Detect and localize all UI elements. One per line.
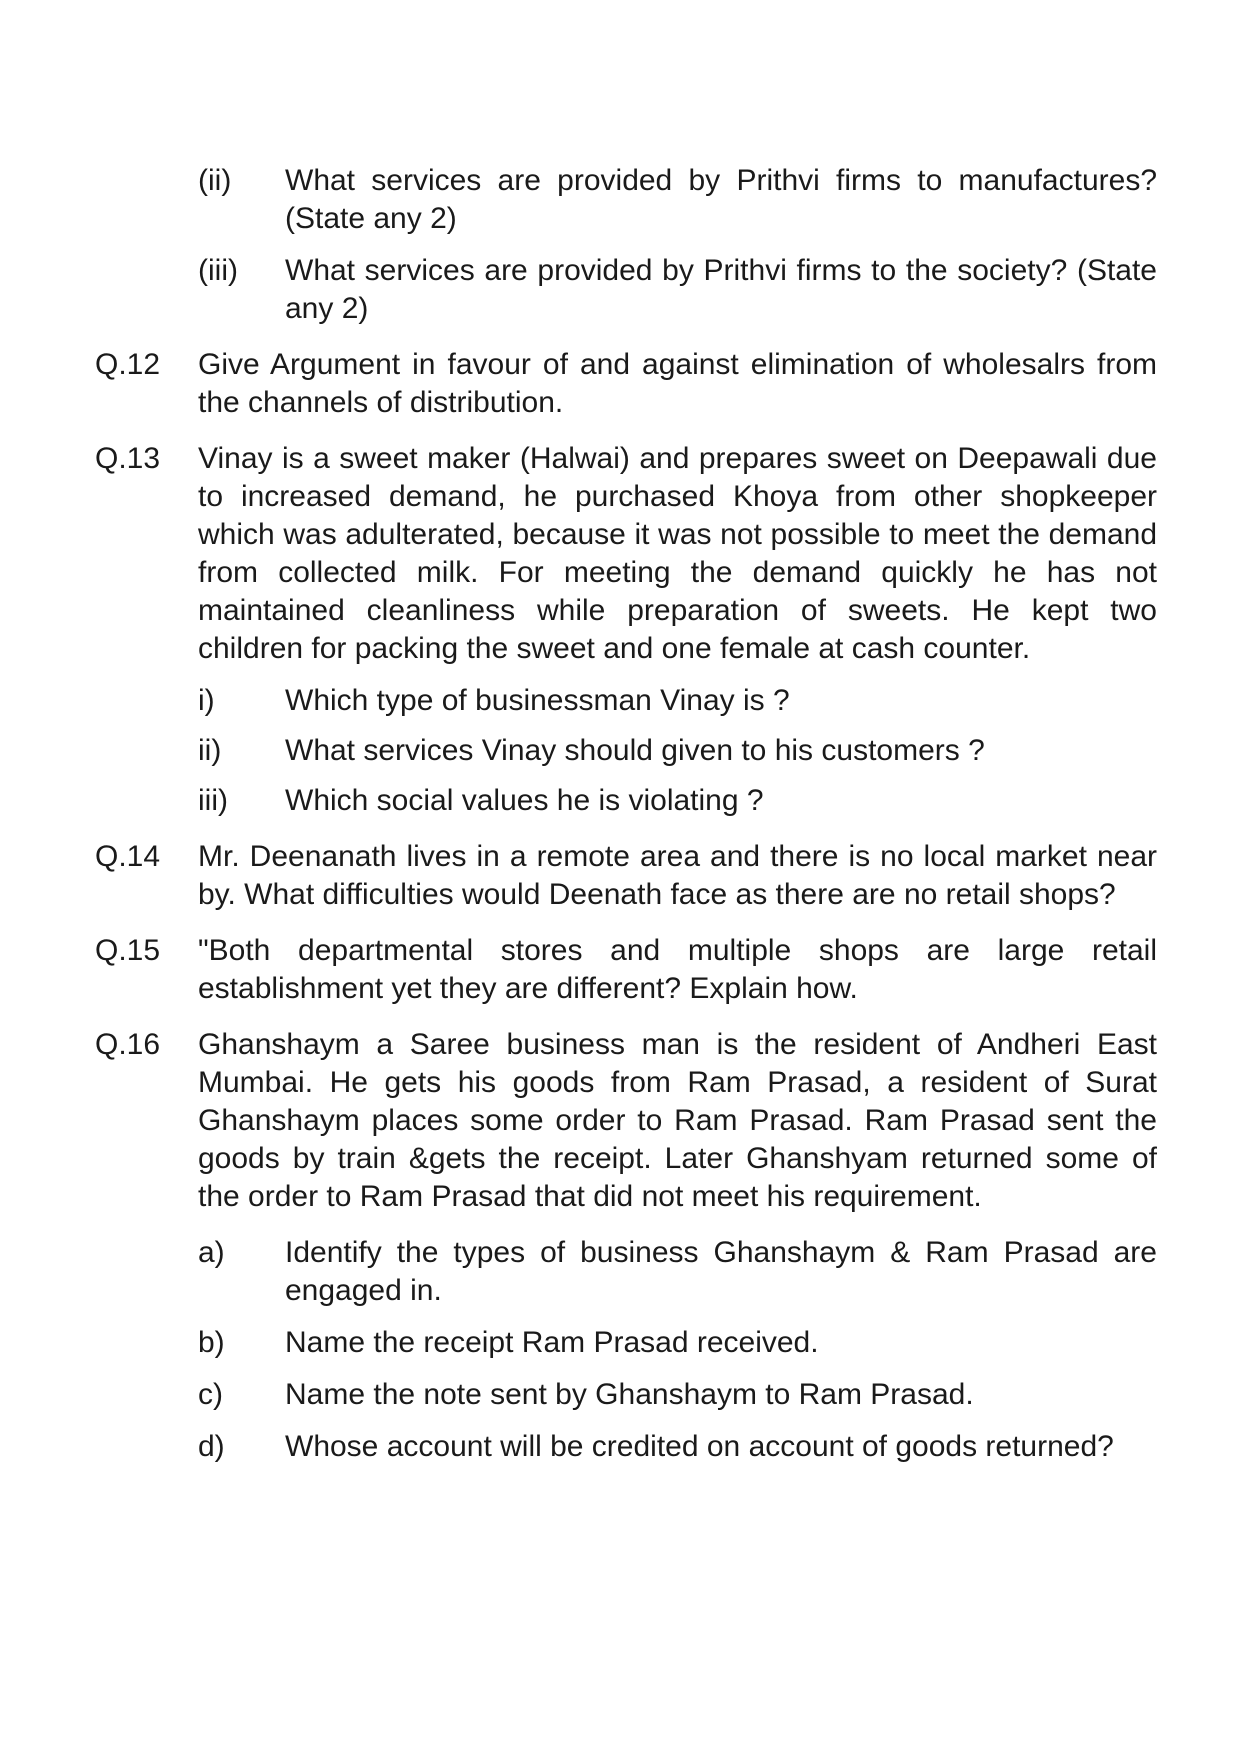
subquestion-number: ii) [198, 734, 222, 767]
subquestion-number: (iii) [198, 254, 238, 287]
subquestion-text: What services are provided by Prithvi firms to manufactures? (State any 2) [285, 164, 1157, 235]
subquestion-number: a) [198, 1236, 225, 1269]
subquestion-text: Identify the types of business Ghanshaym & Ram Prasad are engaged in. [285, 1236, 1157, 1307]
subquestion-text: Name the receipt Ram Prasad received. [285, 1326, 819, 1359]
question-text: Vinay is a sweet maker (Halwai) and prepares sweet on Deepawali due to increased demand, he purchased Khoya from other shopkeeper which was adulterated, because it was not possible to meet the demand from collected milk. For meeting the demand quickly he has not maintained cleanliness while preparation of sweets. He kept two children for packing the sweet and one female at cash counter. [198, 442, 1157, 665]
question-12 [95, 346, 1157, 422]
question-list [95, 162, 1157, 1480]
subquestion-number: (ii) [198, 164, 232, 197]
question-number: Q.14 [95, 840, 161, 873]
subquestion-a [198, 1234, 1157, 1310]
subquestion-ii [198, 162, 1157, 238]
subquestion-number: iii) [198, 784, 228, 817]
subquestion-i [198, 682, 1157, 720]
subquestion-number: i) [198, 684, 215, 717]
question-16 [95, 1026, 1157, 1216]
question-13 [95, 440, 1157, 668]
subquestion-d [198, 1428, 1157, 1466]
question-15 [95, 932, 1157, 1008]
question-number: Q.16 [95, 1028, 161, 1061]
subquestion-text: Which type of businessman Vinay is ? [285, 684, 790, 717]
question-number: Q.15 [95, 934, 161, 967]
subquestion-text: What services are provided by Prithvi firms to the society? (State any 2) [285, 254, 1157, 325]
question-text: "Both departmental stores and multiple shops are large retail establishment yet they are different? Explain how. [198, 934, 1157, 1005]
subquestion-iii [198, 782, 1157, 820]
subquestion-b [198, 1324, 1157, 1362]
question-14 [95, 838, 1157, 914]
subquestion-text: Name the note sent by Ghanshaym to Ram Prasad. [285, 1378, 974, 1411]
subquestion-text: Whose account will be credited on account of goods returned? [285, 1430, 1114, 1463]
question-number: Q.13 [95, 442, 161, 475]
question-number: Q.12 [95, 348, 161, 381]
subquestion-c [198, 1376, 1157, 1414]
subquestion-text: Which social values he is violating ? [285, 784, 764, 817]
subquestion-iii [198, 252, 1157, 328]
question-text: Give Argument in favour of and against elimination of wholesalrs from the channels of distribution. [198, 348, 1157, 419]
subquestion-ii [198, 732, 1157, 770]
subquestion-number: b) [198, 1326, 225, 1359]
subquestion-number: c) [198, 1378, 223, 1411]
subquestion-text: What services Vinay should given to his customers ? [285, 734, 985, 767]
question-text: Ghanshaym a Saree business man is the resident of Andheri East Mumbai. He gets his goods from Ram Prasad, a resident of Surat Ghanshaym places some order to Ram Prasad. Ram Prasad sent the goods by train &gets the receipt. Later Ghanshyam returned some of the order to Ram Prasad that did not meet his requirement. [198, 1028, 1157, 1213]
subquestion-number: d) [198, 1430, 225, 1463]
question-text: Mr. Deenanath lives in a remote area and there is no local market near by. What difficulties would Deenath face as there are no retail shops? [198, 840, 1157, 911]
